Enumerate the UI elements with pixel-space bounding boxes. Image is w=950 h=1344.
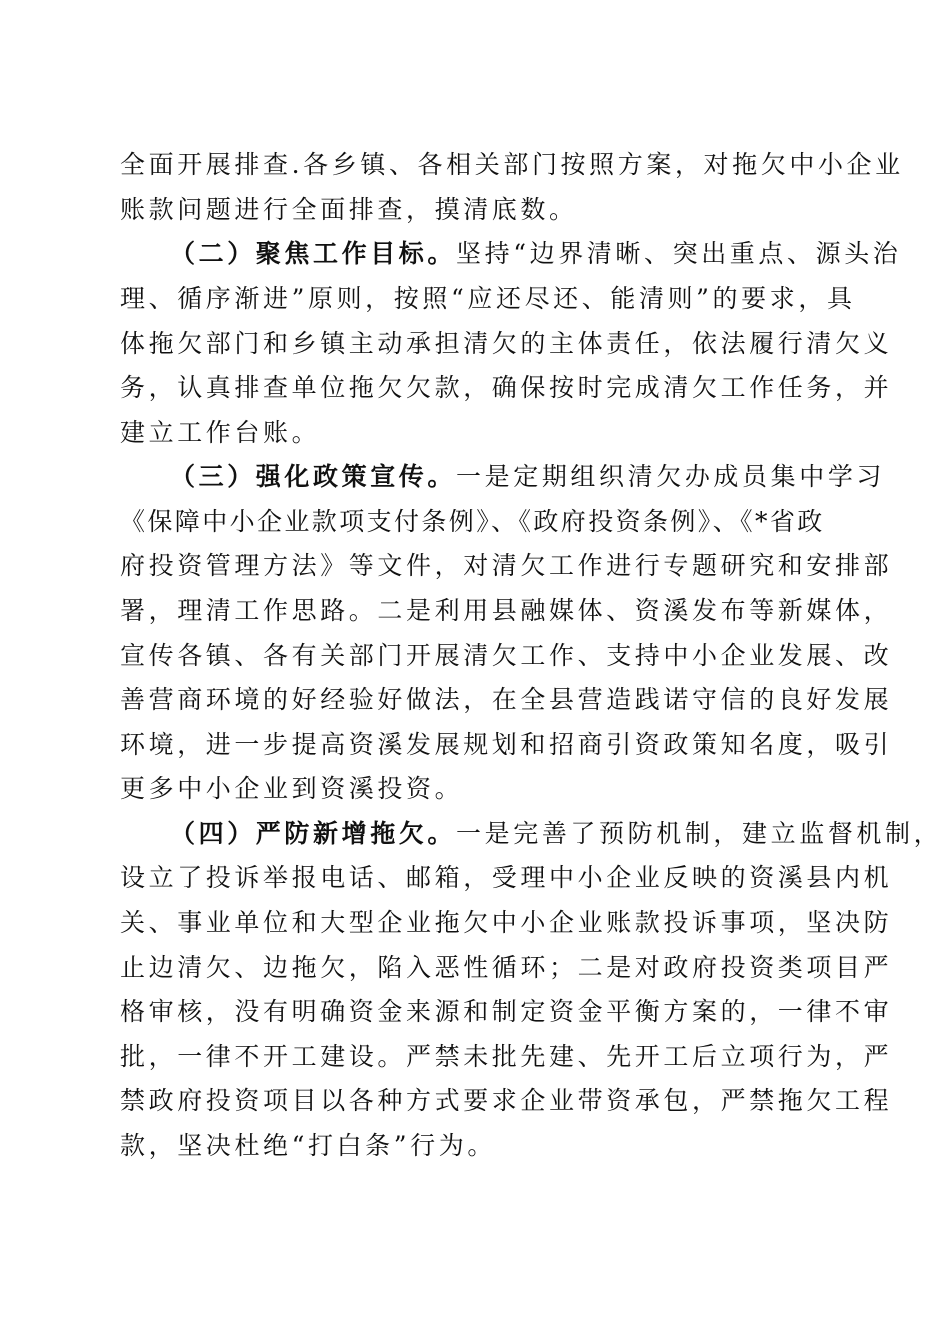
paragraph-line: 款，坚决杜绝“打白条”行为。 xyxy=(120,1131,496,1160)
paragraph-line: 宣传各镇、各有关部门开展清欠工作、支持中小企业发展、改 xyxy=(120,641,893,670)
paragraph-line: 账款问题进行全面排查，摸清底数。 xyxy=(120,195,578,224)
paragraph-text: 一是定期组织清欠办成员集中学习 xyxy=(456,462,886,491)
paragraph-line: 环境，进一步提高资溪发展规划和招商引资政策知名度，吸引 xyxy=(120,730,893,759)
paragraph-text: 一是完善了预防机制，建立监督机制， xyxy=(456,819,943,848)
section-heading: （四）严防新增拖欠。 xyxy=(170,819,457,848)
paragraph-line: 止边清欠、边拖欠，陷入恶性循环；二是对政府投资类项目严 xyxy=(120,953,893,982)
paragraph-line: 署，理清工作思路。二是利用县融媒体、资溪发布等新媒体， xyxy=(120,596,893,625)
paragraph-line: 关、事业单位和大型企业拖欠中小企业账款投诉事项，坚决防 xyxy=(120,908,893,937)
paragraph-line xyxy=(170,239,902,269)
paragraph-line: 设立了投诉举报电话、邮箱，受理中小企业反映的资溪县内机 xyxy=(120,863,893,892)
paragraph-line: 务，认真排查单位拖欠欠款，确保按时完成清欠工作任务，并 xyxy=(120,373,893,402)
paragraph-line: 更多中小企业到资溪投资。 xyxy=(120,774,464,803)
paragraph-line xyxy=(170,462,886,492)
paragraph-line xyxy=(170,819,943,849)
section-heading: （二）聚焦工作目标。 xyxy=(170,239,457,268)
paragraph-line: 理、循序渐进”原则，按照“应还尽还、能清则”的要求，具 xyxy=(120,284,856,313)
paragraph-line: 全面开展排查.各乡镇、各相关部门按照方案，对拖欠中小企业 xyxy=(120,150,904,179)
paragraph-line: 格审核，没有明确资金来源和制定资金平衡方案的，一律不审 xyxy=(120,997,893,1026)
paragraph-line: 建立工作台账。 xyxy=(120,418,321,447)
paragraph-line: 府投资管理方法》等文件，对清欠工作进行专题研究和安排部 xyxy=(120,551,893,580)
paragraph-line: 禁政府投资项目以各种方式要求企业带资承包，严禁拖欠工程 xyxy=(120,1086,893,1115)
paragraph-text: 坚持“边界清晰、突出重点、源头治 xyxy=(456,239,902,268)
paragraph-line: 批，一律不开工建设。严禁未批先建、先开工后立项行为，严 xyxy=(120,1042,893,1071)
paragraph-line: 体拖欠部门和乡镇主动承担清欠的主体责任，依法履行清欠义 xyxy=(120,329,893,358)
paragraph-line: 善营商环境的好经验好做法，在全县营造践诺守信的良好发展 xyxy=(120,685,893,714)
paragraph-line: 《保障中小企业款项支付条例》、《政府投资条例》、《*省政 xyxy=(120,507,825,536)
section-heading: （三）强化政策宣传。 xyxy=(170,462,457,491)
